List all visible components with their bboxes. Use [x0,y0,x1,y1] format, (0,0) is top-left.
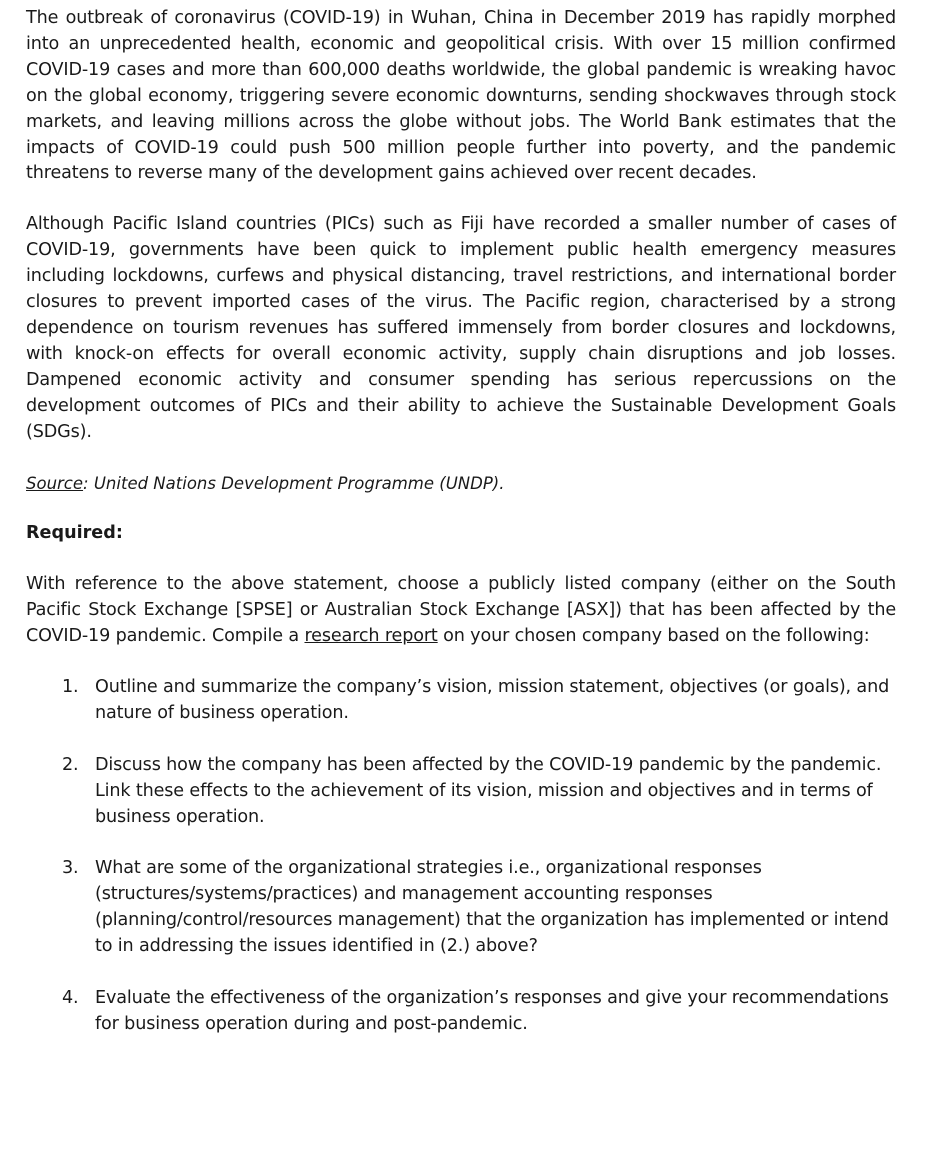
question-text: What are some of the organizational strategies i.e., organizational responses (structures/systems/practices) and management accounting responses (planning/control/resources management) that the organization has implemented or intend to in addressing the issues identified in (2.) above? [95,858,889,957]
source-citation [26,471,896,497]
question-list [26,675,896,1038]
list-item [62,753,896,831]
question-number: 2. [62,754,79,775]
required-heading: Required: [26,523,123,544]
source-label: Source [26,473,84,493]
required-intro [26,572,896,650]
list-item [62,856,896,960]
source-text: : United Nations Development Programme (UNDP). [83,473,505,493]
required-intro-before: With reference to the above statement, choose a publicly listed company (either on the South Pacific Stock Exchange [SPSE] or Australian Stock Exchange [ASX]) that has been affected by the COVID-19 pandemic. Compile a [26,574,896,647]
intro-paragraph-covid-outbreak: The outbreak of coronavirus (COVID-19) in Wuhan, China in December 2019 has rapidly morphed into an unprecedented health, economic and geopolitical crisis. With over 15 million confirmed COVID-19 cases and more than 600,000 deaths worldwide, the global pandemic is wreaking havoc on the global economy, triggering severe economic downturns, sending shockwaves through stock markets, and leaving millions across the globe without jobs. The World Bank estimates that the impacts of COVID-19 could push 500 million people further into poverty, and the pandemic threatens to reverse many of the development gains achieved over recent decades. [26,8,896,184]
required-intro-after: on your chosen company based on the following: [437,626,870,647]
question-number: 4. [62,987,79,1008]
list-item [62,986,896,1038]
research-report-emphasis: research report [304,626,438,647]
question-text: Evaluate the effectiveness of the organization’s responses and give your recommendations for business operation during and post-pandemic. [95,987,889,1034]
intro-paragraph-pacific-islands: Although Pacific Island countries (PICs) such as Fiji have recorded a smaller number of cases of COVID-19, governments have been quick to implement public health emergency measures including lockdowns, curfews and physical distancing, travel restrictions, and international border closures to prevent imported cases of the virus. The Pacific region, characterised by a strong dependence on tourism revenues has suffered immensely from border closures and lockdowns, with knock-on effects for overall economic activity, supply chain disruptions and job losses. Dampened economic activity and consumer spending has serious repercussions on the development outcomes of PICs and their ability to achieve the Sustainable Development Goals (SDGs). [26,214,896,442]
question-text: Outline and summarize the company’s vision, mission statement, objectives (or goals), and nature of business operation. [95,677,890,723]
list-item [62,675,896,727]
question-text: Discuss how the company has been affected by the COVID-19 pandemic by the pandemic. Link these effects to the achievement of its vision, mission and objectives and in terms of business operation. [95,754,882,827]
document-page [26,6,896,1064]
question-number: 1. [62,677,79,698]
question-number: 3. [62,858,79,879]
